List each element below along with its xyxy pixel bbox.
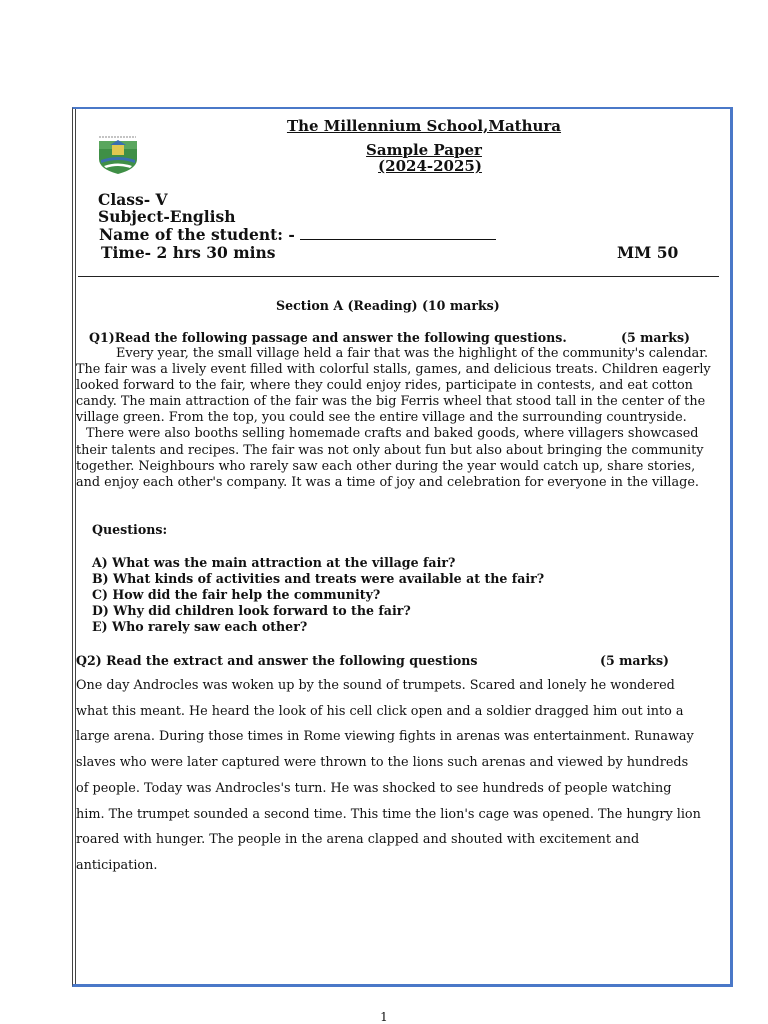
subject-label: Subject-English <box>98 207 236 226</box>
time-label: Time- 2 hrs 30 mins <box>101 243 276 262</box>
q1-marks: (5 marks) <box>621 330 691 345</box>
q1-question: A) What was the main attraction at the village fair? <box>92 555 456 570</box>
q1-prompt: Q1)Read the following passage and answer the following questions. <box>89 330 567 345</box>
q2-extract-paragraph: One day Androcles was woken up by the sound of trumpets. Scared and lonely he wondered what this meant. He heard the look of his cell click open and a soldier dragged him out into a large arena. During those times in Rome viewing fights in arenas was entertainment. Runaway slaves who were later captured were thrown to the lions such arenas and viewed by hundreds of people. Today was Androcles's turn. He was shocked to see hundreds of people watching him. The trumpet sounded a second time. This time the lion's cage was opened. The hungry lion roared with hunger. The people in the arena clapped and shouted with excitement and anticipation. <box>76 678 701 873</box>
school-name-heading: The Millennium School,Mathura <box>286 117 562 135</box>
header-divider <box>78 276 719 277</box>
questions-heading: Questions: <box>92 522 168 537</box>
paper-title: Sample Paper <box>366 141 482 159</box>
class-label: Class- V <box>98 190 168 209</box>
q2-marks: (5 marks) <box>600 653 670 668</box>
session-year: (2024-2025) <box>378 157 482 175</box>
student-name-field <box>99 226 496 244</box>
q2-prompt: Q2) Read the extract and answer the following questions <box>76 653 478 668</box>
q2-extract <box>76 673 702 879</box>
q1-passage <box>76 346 716 491</box>
q1-question: C) How did the fair help the community? <box>92 587 381 602</box>
student-name-blank <box>300 226 496 240</box>
q1-passage-paragraph: There were also booths selling homemade crafts and baked goods, where villagers showcased their talents and recipes. The fair was not only about fun but also about bringing the community together. Neighbours who rarely saw each other during the year would catch up, share stories, and enjoy each other's company. It was a time of joy and celebration for everyone in the village. <box>76 426 704 490</box>
q1-passage-paragraph: Every year, the small village held a fair that was the highlight of the community's calendar. The fair was a lively event filled with colorful stalls, games, and delicious treats. Children eagerly looked forward to the fair, where they could enjoy rides, participate in contests, and eat cotton candy. The main attraction of the fair was the big Ferris wheel that stood tall in the center of the village green. From the top, you could see the entire village and the surrounding countryside. <box>76 346 711 426</box>
student-name-label: Name of the student: - <box>99 225 301 244</box>
school-crest-logo <box>96 133 140 175</box>
q1-question: D) Why did children look forward to the fair? <box>92 603 411 618</box>
q1-question: E) Who rarely saw each other? <box>92 619 308 634</box>
max-marks: MM 50 <box>617 243 679 262</box>
q1-question: B) What kinds of activities and treats were available at the fair? <box>92 571 545 586</box>
section-a-title: Section A (Reading) (10 marks) <box>276 298 500 313</box>
page-number: 1 <box>380 1010 388 1024</box>
q1-question-list <box>92 555 544 635</box>
